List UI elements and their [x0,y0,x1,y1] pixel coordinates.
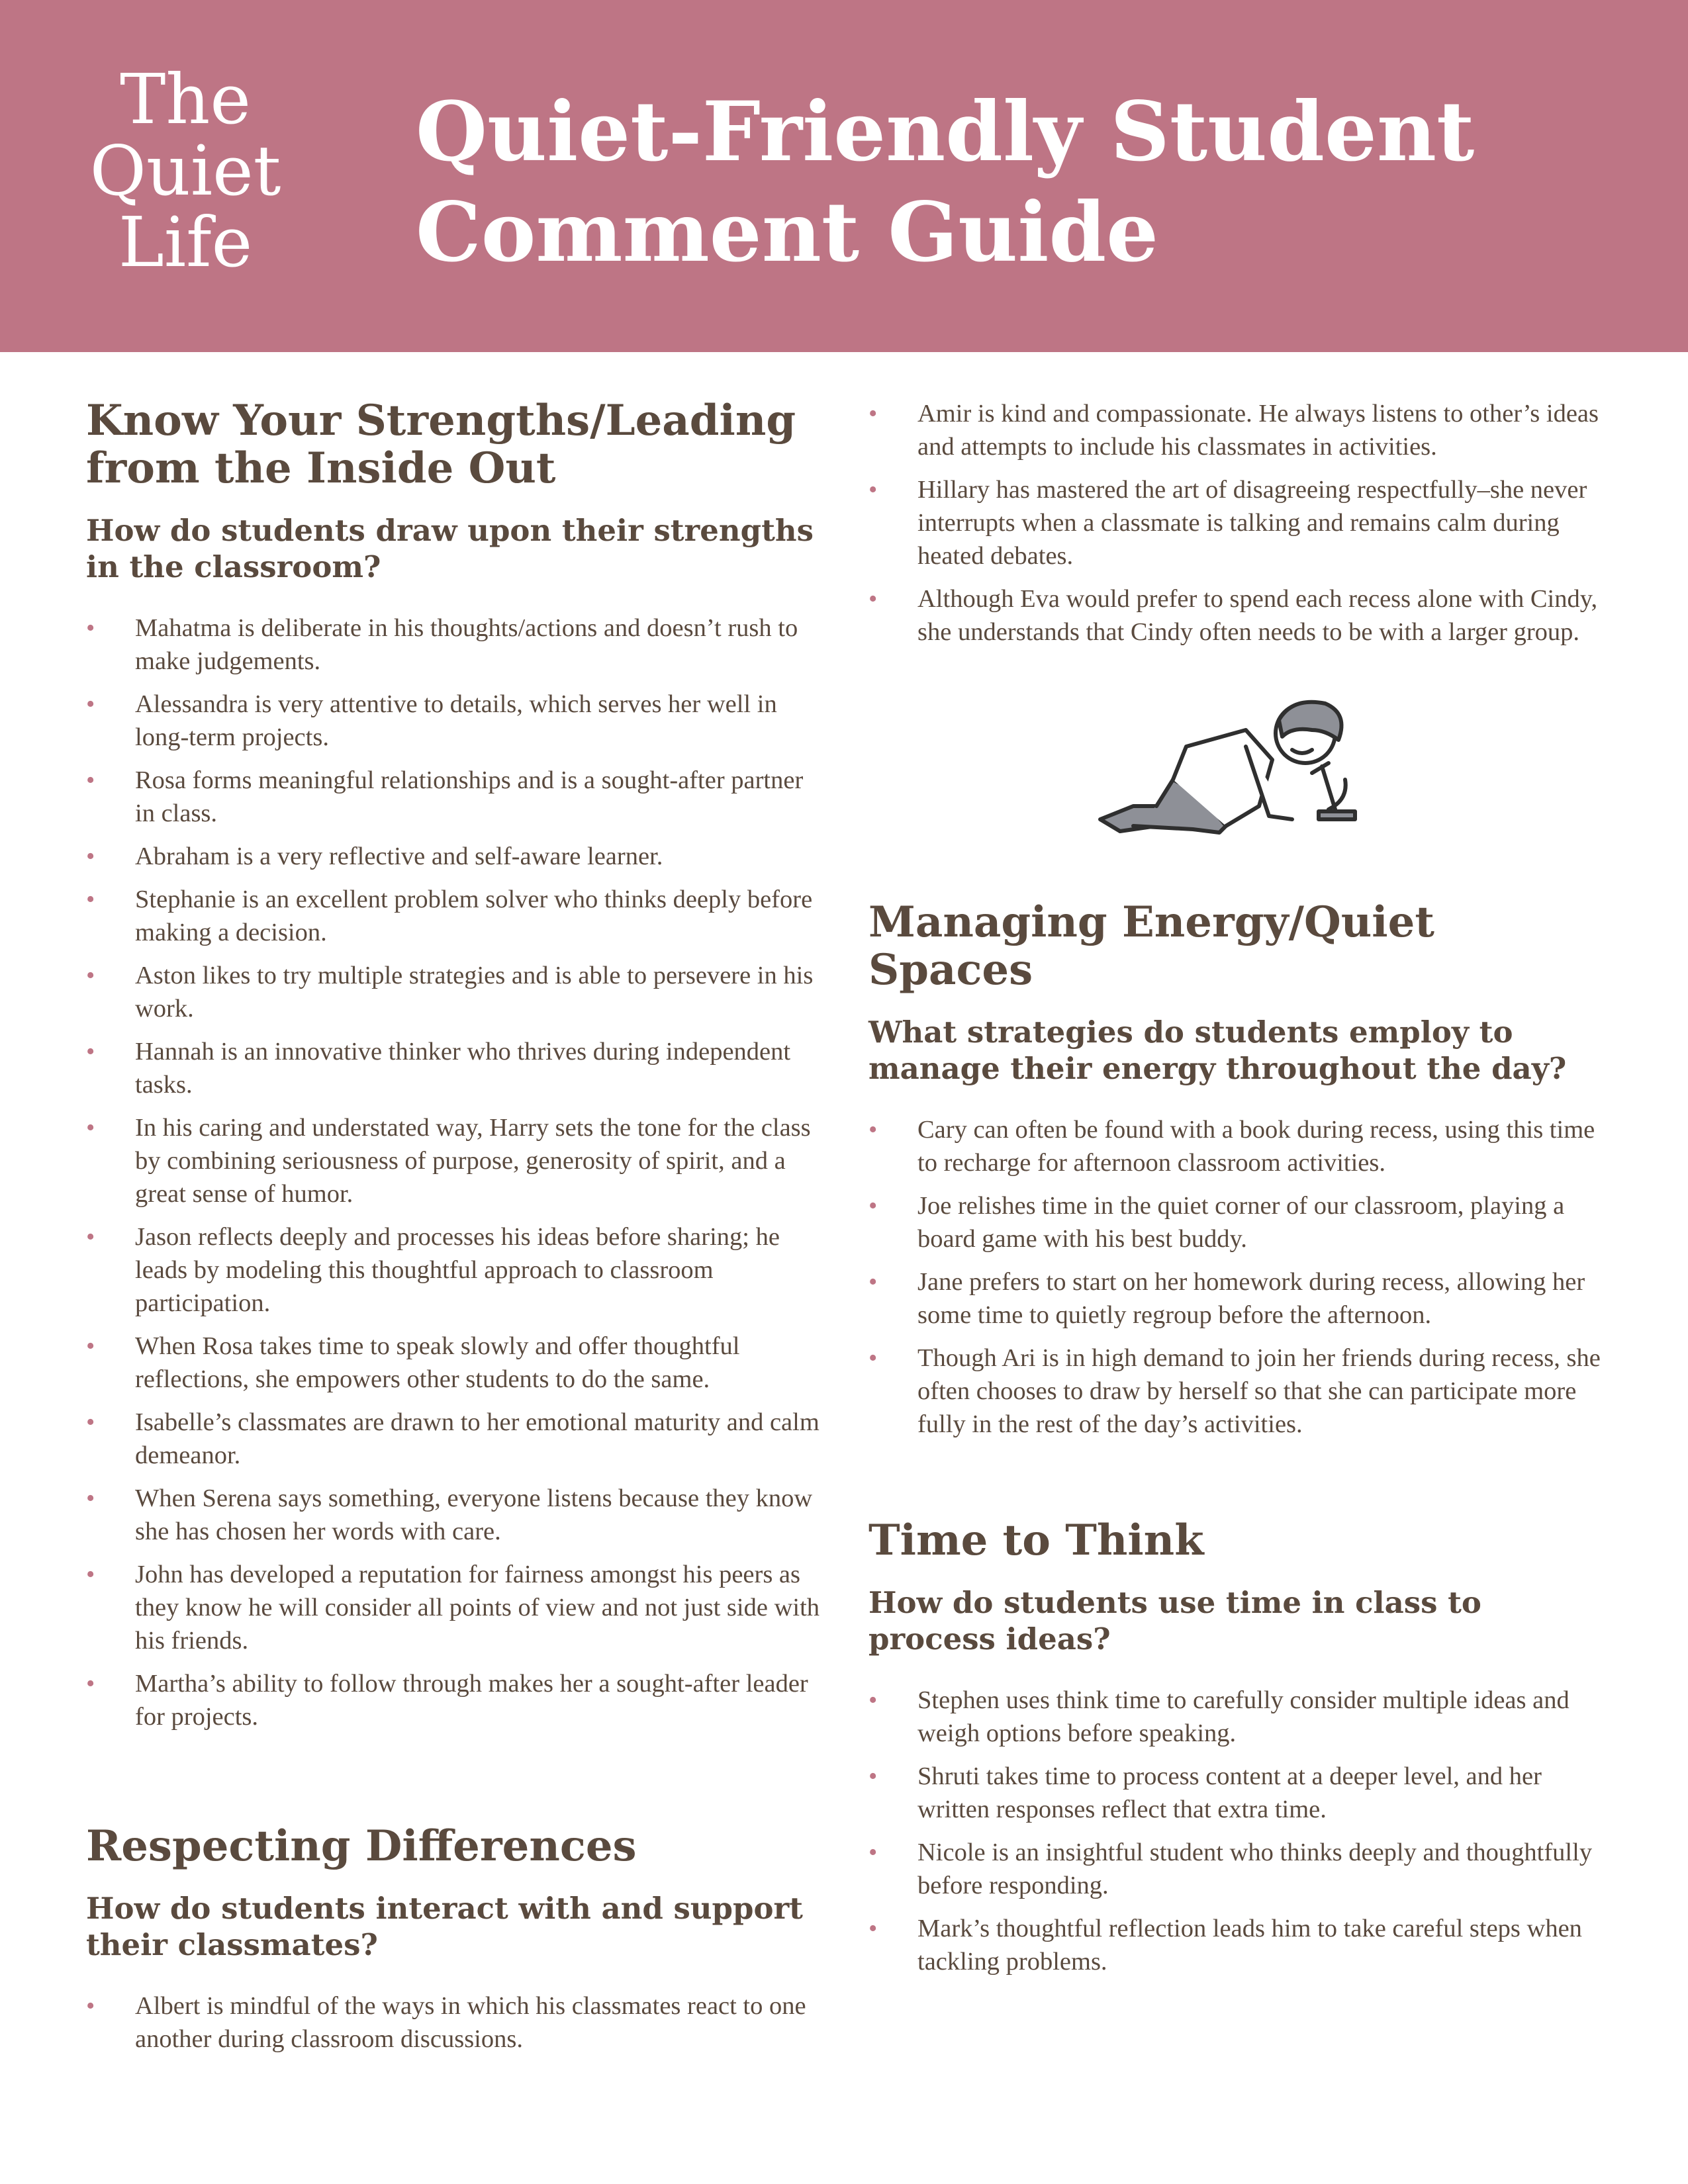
think-question: How do students use time in class to process ideas? [868,1585,1481,1657]
bullet-icon: • [86,614,95,642]
list-item [868,1265,1610,1332]
right-column [868,397,1610,1988]
list-item [868,397,1610,463]
bullet-icon: • [868,1915,878,1942]
list-item-text: Alessandra is very attentive to details, which serves her well in long-term projects. [135,690,777,751]
page-title-line-2: Comment Guide [416,185,1159,281]
bullet-icon: • [86,1408,95,1436]
differences-question: How do students interact with and support their classmates? [86,1891,803,1962]
list-item [868,1189,1610,1255]
list-item-text: Rosa forms meaningful relationships and is a sought-after partner in class. [135,766,804,827]
bullet-icon: • [868,1686,878,1714]
differences-section [86,1823,821,2056]
differences-list [86,1989,821,2056]
energy-question: What strategies do students employ to manage their energy throughout the day? [868,1015,1567,1086]
list-item [86,883,821,949]
list-item-text: Jane prefers to start on her homework during recess, allowing her some time to quietly regroup before the afternoon. [917,1268,1585,1329]
list-item-text: Hillary has mastered the art of disagreeing respectfully–she never interrupts when a classmate is talking and remains calm during heated debates. [917,476,1587,570]
bullet-icon: • [86,690,95,718]
think-section [868,1517,1610,1978]
energy-heading: Managing Energy/Quiet Spaces [868,897,1434,995]
bullet-icon: • [86,1561,95,1588]
bullet-icon: • [868,400,878,428]
list-item-text: Isabelle’s classmates are drawn to her emotional maturity and calm demeanor. [135,1408,820,1469]
list-item [86,1482,821,1548]
list-item-text: Stephanie is an excellent problem solver who thinks deeply before making a decision. [135,886,813,946]
list-item-text: Aston likes to try multiple strategies and is able to persevere in his work. [135,962,814,1023]
list-item-text: In his caring and understated way, Harry sets the tone for the class by combining seriousness of purpose, generosity of spirit, and a great sense of humor. [135,1114,811,1208]
list-item [868,1342,1610,1441]
left-column [86,397,821,2066]
list-item [86,1111,821,1210]
list-item [868,1760,1610,1826]
list-item-text: Joe relishes time in the quiet corner of our classroom, playing a board game with his best buddy. [917,1192,1565,1253]
list-item [868,1836,1610,1902]
energy-list [868,1113,1610,1441]
list-item-text: Cary can often be found with a book during recess, using this time to recharge for afternoon classroom activities. [917,1116,1595,1177]
list-item [86,1406,821,1472]
list-item-text: When Rosa takes time to speak slowly and offer thoughtful reflections, she empowers other students to do the same. [135,1332,740,1393]
child-with-microscope-icon [1094,694,1372,852]
differences-heading: Respecting Differences [86,1821,637,1871]
section-spacer [86,1743,821,1823]
bullet-icon: • [86,1670,95,1698]
list-item-text: Stephen uses think time to carefully consider multiple ideas and weigh options before speaking. [917,1686,1570,1747]
strengths-section [86,397,821,1733]
list-item-text: John has developed a reputation for fairness amongst his peers as they know he will consider all points of view and not just side with his friends. [135,1561,820,1655]
bullet-icon: • [868,1116,878,1144]
list-item-text: Mahatma is deliberate in his thoughts/actions and doesn’t rush to make judgements. [135,614,798,675]
list-item-text: Mark’s thoughtful reflection leads him to take careful steps when tackling problems. [917,1915,1582,1976]
bullet-icon: • [86,1992,95,2020]
bullet-icon: • [868,1192,878,1220]
bullet-icon: • [86,842,95,870]
differences-list-continued [868,397,1610,649]
logo-line-1: The [120,59,251,140]
bullet-icon: • [86,1223,95,1251]
page-title [416,82,1640,283]
bullet-icon: • [86,1038,95,1066]
bullet-icon: • [868,1839,878,1866]
list-item [86,764,821,830]
list-item-text: Nicole is an insightful student who thinks deeply and thoughtfully before responding. [917,1839,1593,1899]
list-item [868,1684,1610,1750]
strengths-question: How do students draw upon their strengths in the classroom? [86,513,814,584]
bullet-icon: • [868,1762,878,1790]
list-item [86,1989,821,2056]
section-spacer [868,1451,1610,1517]
bullet-icon: • [86,962,95,989]
logo-line-3: Life [118,202,253,283]
list-item [868,473,1610,572]
header-banner [0,0,1688,352]
bullet-icon: • [86,1332,95,1360]
list-item-text: Albert is mindful of the ways in which his classmates react to one another during classroom discussions. [135,1992,806,2053]
list-item [86,1330,821,1396]
bullet-icon: • [868,585,878,613]
list-item-text: Abraham is a very reflective and self-aware learner. [135,842,663,870]
list-item [86,1035,821,1101]
list-item [868,582,1610,649]
list-item [86,612,821,678]
bullet-icon: • [86,1484,95,1512]
strengths-list [86,612,821,1733]
list-item [86,1558,821,1657]
list-item [86,1220,821,1320]
think-heading: Time to Think [868,1516,1204,1565]
strengths-heading: Know Your Strengths/Leading from the Inside Out [86,396,796,493]
list-item [86,1667,821,1733]
list-item [86,840,821,873]
bullet-icon: • [86,1114,95,1142]
list-item-text: Although Eva would prefer to spend each recess alone with Cindy, she understands that Cindy often needs to be with a larger group. [917,585,1598,646]
list-item [868,1113,1610,1179]
quiet-life-logo [66,59,305,283]
page-title-line-1: Quiet-Friendly Student [416,84,1475,180]
list-item-text: When Serena says something, everyone listens because they know she has chosen her words with care. [135,1484,813,1545]
think-list [868,1684,1610,1978]
list-item-text: Shruti takes time to process content at a deeper level, and her written responses reflect that extra time. [917,1762,1542,1823]
logo-line-2: Quiet [89,130,281,211]
energy-section [868,899,1610,1441]
list-item [86,959,821,1025]
list-item [86,688,821,754]
bullet-icon: • [86,766,95,794]
bullet-icon: • [868,476,878,504]
list-item-text: Hannah is an innovative thinker who thrives during independent tasks. [135,1038,791,1099]
bullet-icon: • [868,1344,878,1372]
list-item-text: Amir is kind and compassionate. He always listens to other’s ideas and attempts to include his classmates in activities. [917,400,1599,461]
bullet-icon: • [868,1268,878,1296]
bullet-icon: • [86,886,95,913]
list-item [868,1912,1610,1978]
list-item-text: Martha’s ability to follow through makes her a sought-after leader for projects. [135,1670,808,1731]
list-item-text: Though Ari is in high demand to join her friends during recess, she often chooses to draw by herself so that she can participate more fully in the rest of the day’s activities. [917,1344,1601,1438]
list-item-text: Jason reflects deeply and processes his ideas before sharing; he leads by modeling this thoughtful approach to classroom participation. [135,1223,780,1317]
